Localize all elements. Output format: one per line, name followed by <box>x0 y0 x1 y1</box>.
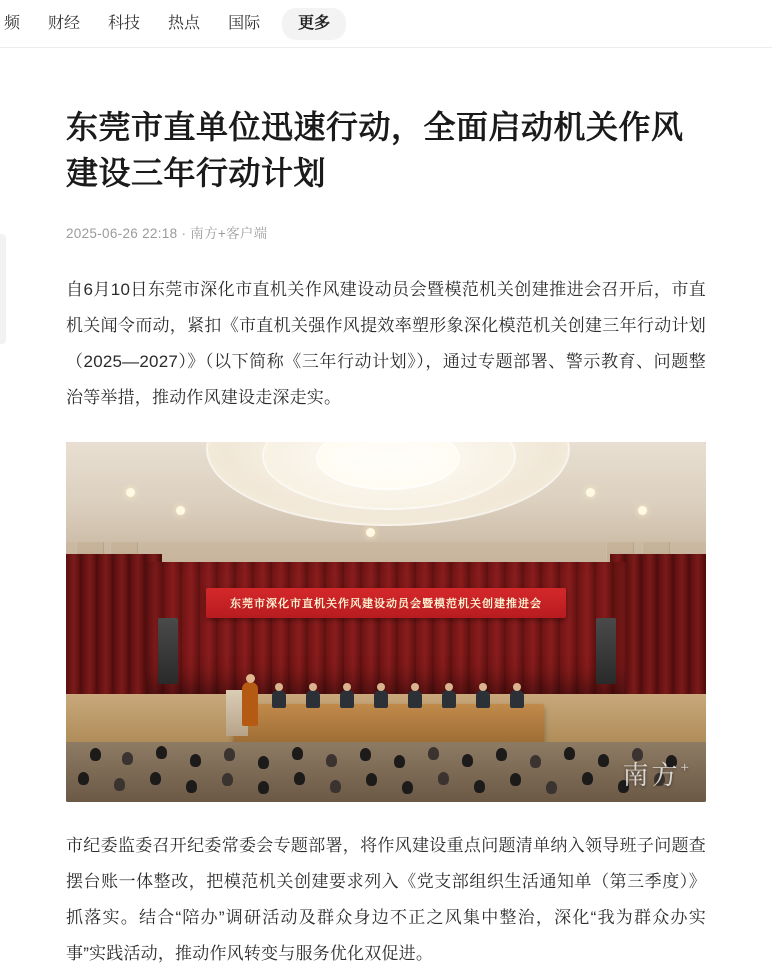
downlight-icon <box>126 488 135 497</box>
article-paragraph-1: 自6月10日东莞市深化市直机关作风建设动员会暨模范机关创建推进会召开后，市直机关闻令而动，紧扣《市直机关强作风提效率塑形象深化模范机关创建三年行动计划（2025—2027）》（以下简称《三年行动计划》），通过专题部署、警示教育、问题整治等举措，推动作风建设走深走实。 <box>66 280 706 407</box>
seated-official <box>340 690 354 708</box>
audience-area <box>66 742 706 802</box>
stage-banner <box>206 588 566 618</box>
seated-official <box>272 690 286 708</box>
watermark-plus: + <box>680 760 692 776</box>
stage-curtain-center <box>146 562 626 702</box>
loudspeaker-left <box>158 618 178 684</box>
article-image[interactable] <box>66 442 706 802</box>
nav-item-hot[interactable]: 热点 <box>168 14 201 32</box>
stage-banner-text: 东莞市深化市直机关作风建设动员会暨模范机关创建推进会 <box>230 598 542 610</box>
article-meta: 2025-06-26 22:18 · 南方+客户端 <box>66 226 268 241</box>
seated-official <box>510 690 524 708</box>
speaker-person <box>242 682 258 726</box>
loudspeaker-right <box>596 618 616 684</box>
seated-official <box>374 690 388 708</box>
article-container <box>0 104 772 972</box>
seated-official <box>306 690 320 708</box>
downlight-icon <box>176 506 185 515</box>
seated-official <box>408 690 422 708</box>
top-navigation-bar <box>0 0 772 48</box>
downlight-icon <box>586 488 595 497</box>
nav-item-international[interactable]: 国际 <box>228 14 261 32</box>
nav-item-video[interactable]: 频 <box>4 14 21 32</box>
watermark-text: 南方 <box>622 761 681 790</box>
watermark-logo <box>623 755 692 792</box>
downlight-icon <box>638 506 647 515</box>
article-paragraph-2: 市纪委监委召开纪委常委会专题部署，将作风建设重点问题清单纳入领导班子问题查摆台账一体整改，把模范机关创建要求列入《党支部组织生活通知单（第三季度）》抓落实。结合“陪办”调研活动及群众身边不正之风集中整治，深化“我为群众办实事”实践活动，推动作风转变与服务优化双促进。 <box>66 836 706 963</box>
nav-item-more[interactable]: 更多 <box>282 8 346 40</box>
seated-official <box>476 690 490 708</box>
side-tab-handle[interactable] <box>0 234 6 344</box>
downlight-icon <box>366 528 375 537</box>
ceiling-region <box>66 442 706 550</box>
seated-official <box>442 690 456 708</box>
nav-item-tech[interactable]: 科技 <box>108 14 141 32</box>
nav-item-finance[interactable]: 财经 <box>48 14 81 32</box>
page-title: 东莞市直单位迅速行动，全面启动机关作风建设三年行动计划 <box>66 109 684 191</box>
